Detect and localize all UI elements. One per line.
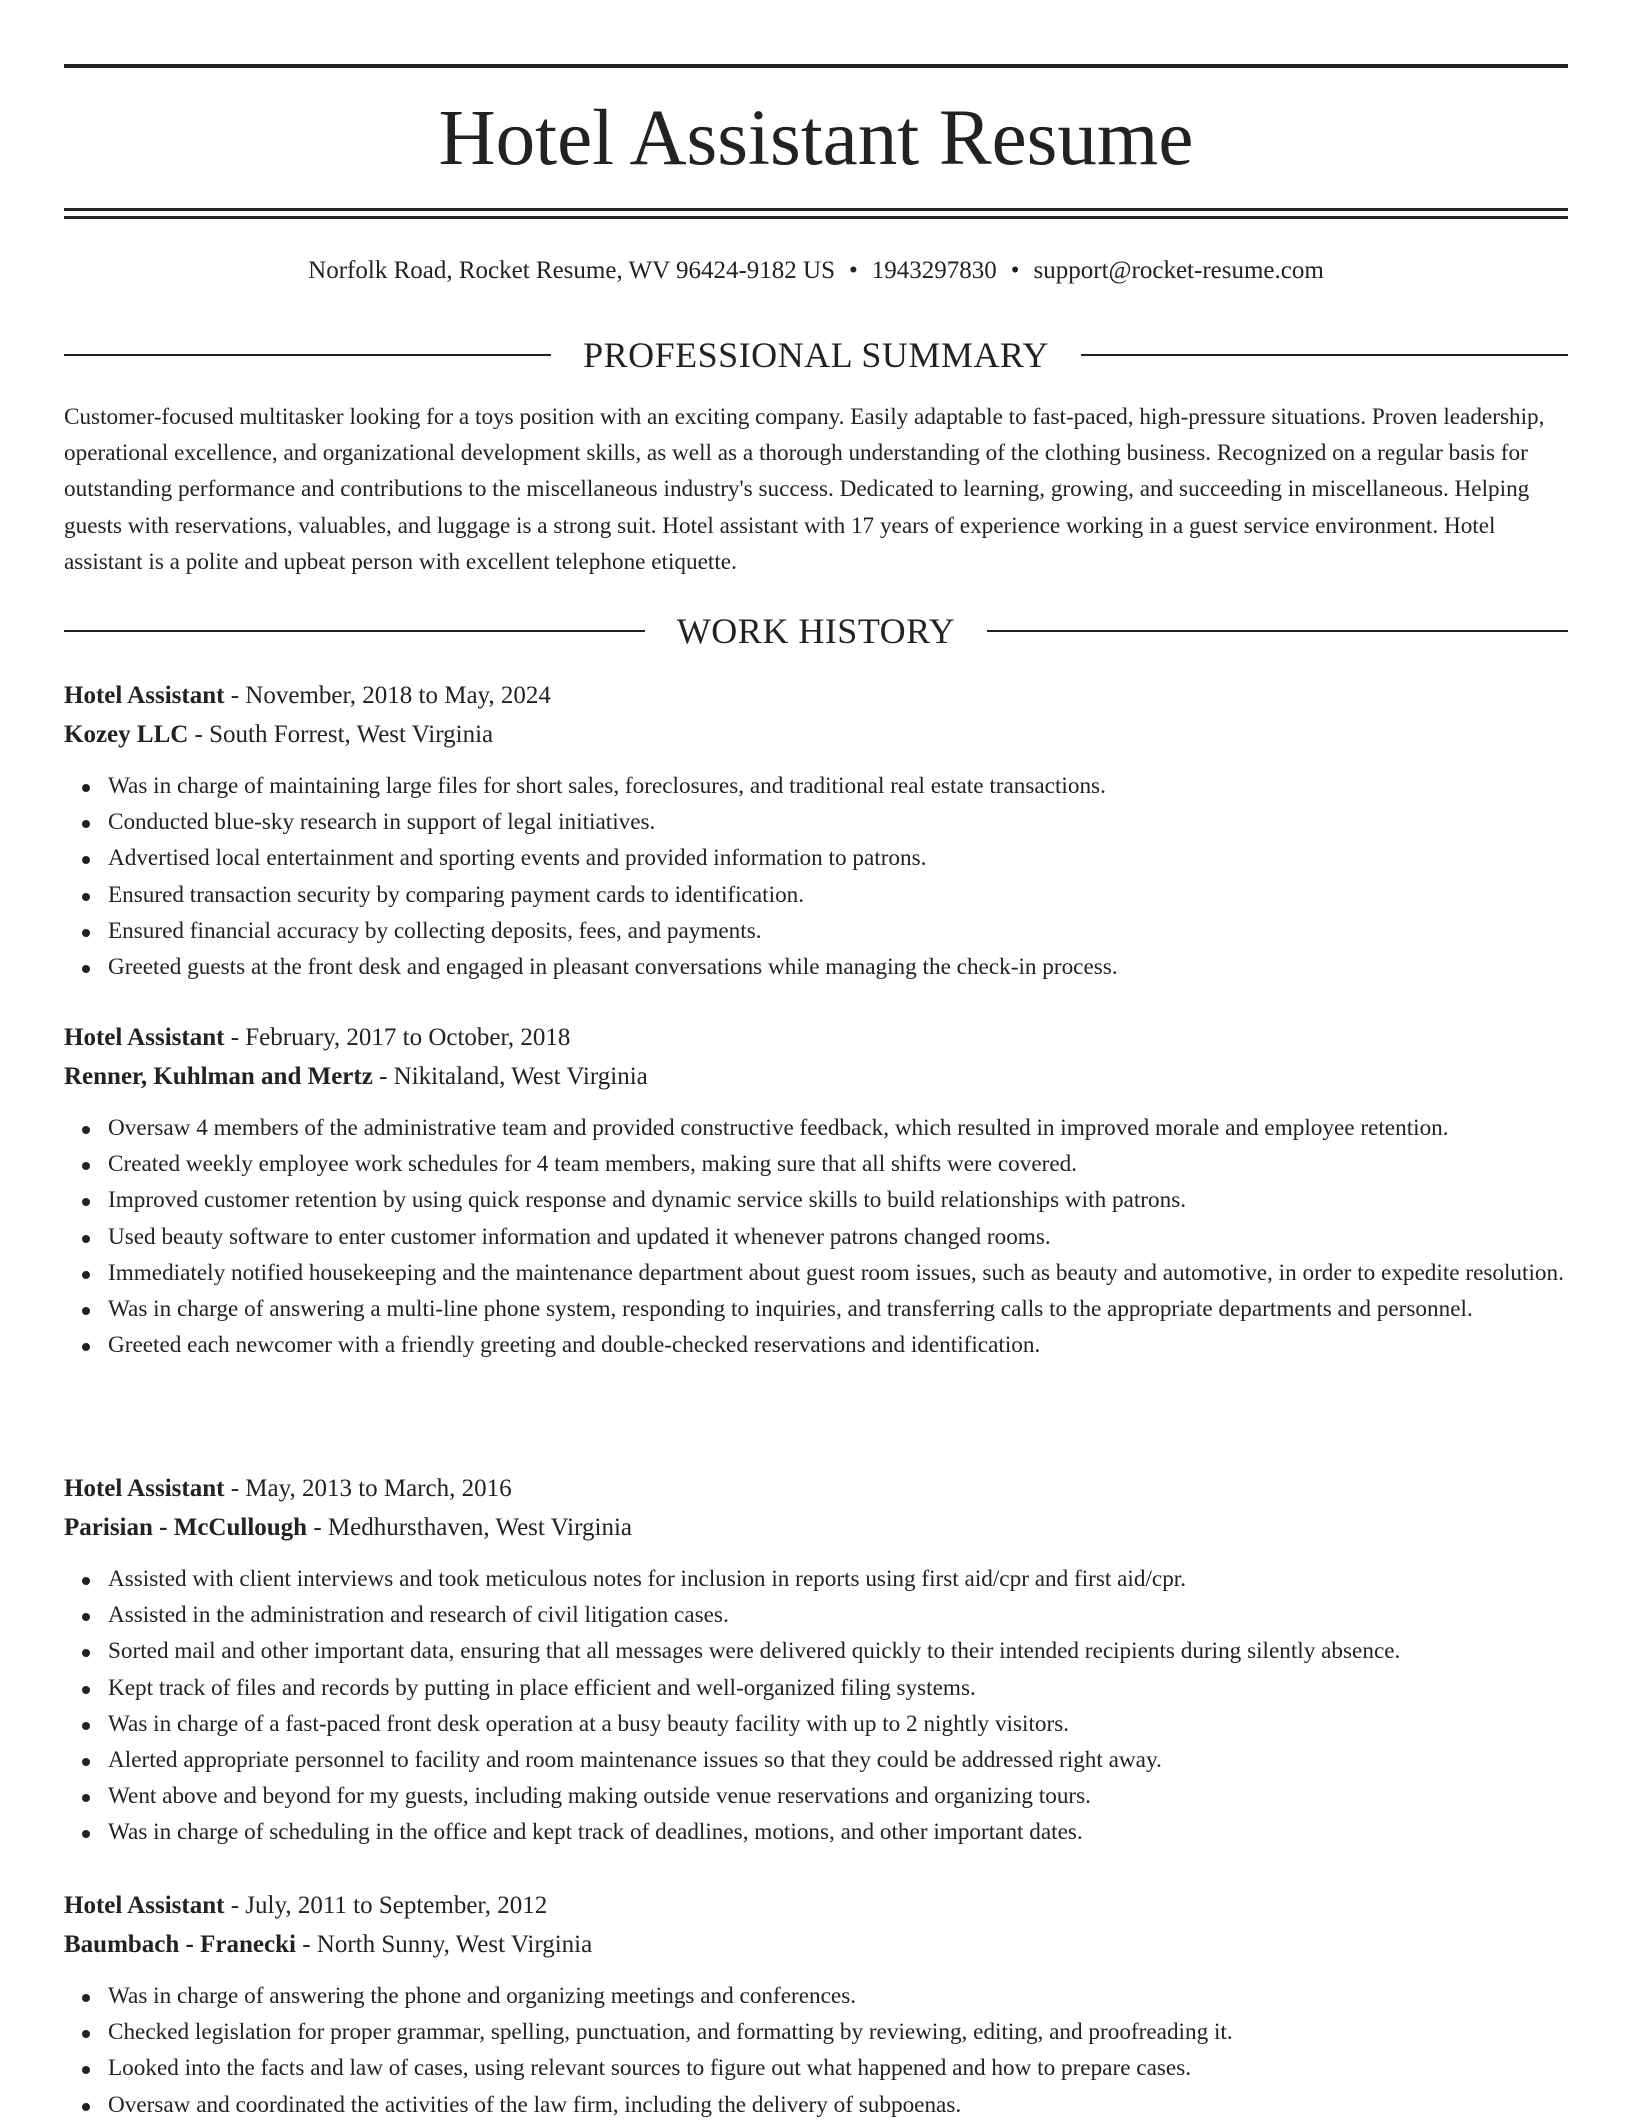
contact-email: support@rocket-resume.com <box>1033 257 1324 284</box>
job-bullet: Assisted with client interviews and took meticulous notes for inclusion in reports using first aid/cpr and first aid/cpr. <box>108 1561 1568 1597</box>
contact-phone: 1943297830 <box>871 257 997 284</box>
job-entry <box>64 1018 1568 1363</box>
job-entry <box>64 1886 1568 2123</box>
job-bullet: Conducted blue-sky research in support of legal initiatives. <box>108 804 1568 840</box>
job-bullet: Assisted in the administration and research of civil litigation cases. <box>108 1597 1568 1633</box>
contact-line <box>64 254 1568 288</box>
job-dates: - July, 2011 to September, 2012 <box>224 1892 548 1919</box>
job-dates: - May, 2013 to March, 2016 <box>224 1475 512 1502</box>
job-dates: - November, 2018 to May, 2024 <box>224 682 551 709</box>
job-bullets <box>64 1561 1568 1851</box>
job-bullet: Immediately notified housekeeping and the maintenance department about guest room issues, such as beauty and automotive, in order to expedite resolution. <box>108 1255 1568 1291</box>
job-title-line <box>64 1886 1568 1925</box>
job-title-line <box>64 676 1568 715</box>
job-bullet: Used beauty software to enter customer information and updated it whenever patrons changed rooms. <box>108 1219 1568 1255</box>
job-location: - North Sunny, West Virginia <box>295 1931 593 1958</box>
job-bullets <box>64 1110 1568 1363</box>
job-bullet: Alerted appropriate personnel to facility and room maintenance issues so that they could be addressed right away. <box>108 1742 1568 1778</box>
job-bullet: Sorted mail and other important data, ensuring that all messages were delivered quickly to their intended recipients during silently absence. <box>108 1633 1568 1669</box>
job-dates: - February, 2017 to October, 2018 <box>224 1024 571 1051</box>
title-rule-lower <box>64 216 1568 219</box>
job-bullet: Was in charge of a fast-paced front desk operation at a busy beauty facility with up to 2 nightly visitors. <box>108 1706 1568 1742</box>
work-history-heading <box>64 609 1568 653</box>
work-history-heading-label: WORK HISTORY <box>676 611 956 651</box>
job-bullet: Improved customer retention by using quick response and dynamic service skills to build relationships with patrons. <box>108 1182 1568 1218</box>
job-entry <box>64 1469 1568 1851</box>
job-bullet: Checked legislation for proper grammar, spelling, punctuation, and formatting by reviewing, editing, and proofreading it. <box>108 2014 1568 2050</box>
job-bullet: Oversaw and coordinated the activities of the law firm, including the delivery of subpoenas. <box>108 2087 1568 2123</box>
job-bullet: Greeted guests at the front desk and engaged in pleasant conversations while managing the check-in process. <box>108 949 1568 985</box>
job-company: Baumbach - Franecki <box>64 1931 296 1958</box>
job-location: - South Forrest, West Virginia <box>188 721 494 748</box>
job-bullet: Ensured transaction security by comparing payment cards to identification. <box>108 877 1568 913</box>
job-company: Renner, Kuhlman and Mertz <box>64 1063 373 1090</box>
job-bullet: Kept track of files and records by putting in place efficient and well-organized filing systems. <box>108 1670 1568 1706</box>
heading-rule-left <box>64 354 551 356</box>
job-company: Kozey LLC <box>64 721 189 748</box>
heading-rule-left <box>64 630 645 632</box>
job-company-line <box>64 715 1568 754</box>
title-rule-upper <box>64 208 1568 211</box>
job-bullet: Was in charge of maintaining large files for short sales, foreclosures, and traditional real estate transactions. <box>108 768 1568 804</box>
job-company: Parisian - McCullough <box>64 1514 308 1541</box>
job-bullet: Advertised local entertainment and sporting events and provided information to patrons. <box>108 840 1568 876</box>
job-title-line <box>64 1018 1568 1057</box>
job-location: - Nikitaland, West Virginia <box>372 1063 648 1090</box>
job-bullet: Was in charge of answering a multi-line phone system, responding to inquiries, and transferring calls to the appropriate departments and personnel. <box>108 1291 1568 1327</box>
job-title: Hotel Assistant <box>64 682 225 709</box>
job-bullet: Looked into the facts and law of cases, using relevant sources to figure out what happened and how to prepare cases. <box>108 2050 1568 2086</box>
heading-rule-right <box>1081 354 1568 356</box>
job-bullet: Was in charge of answering the phone and organizing meetings and conferences. <box>108 1978 1568 2014</box>
job-bullet: Oversaw 4 members of the administrative team and provided constructive feedback, which resulted in improved morale and employee retention. <box>108 1110 1568 1146</box>
job-bullet: Was in charge of scheduling in the office and kept track of deadlines, motions, and other important dates. <box>108 1814 1568 1850</box>
job-company-line <box>64 1057 1568 1096</box>
job-title: Hotel Assistant <box>64 1475 225 1502</box>
heading-rule-right <box>987 630 1568 632</box>
job-entry <box>64 676 1568 985</box>
contact-separator: • <box>1010 257 1020 284</box>
job-title: Hotel Assistant <box>64 1892 225 1919</box>
contact-separator: • <box>848 257 858 284</box>
job-bullet: Went above and beyond for my guests, including making outside venue reservations and organizing tours. <box>108 1778 1568 1814</box>
job-title-line <box>64 1469 1568 1508</box>
summary-text: Customer-focused multitasker looking for a toys position with an exciting company. Easily adaptable to fast-paced, high-pressure situations. Proven leadership, operational excellence, and organizational development skills, as well as a thorough understanding of the clothing business. Recognized on a regular basis for outstanding performance and contributions to the miscellaneous industry's success. Dedicated to learning, growing, and succeeding in miscellaneous. Helping guests with reservations, valuables, and luggage is a strong suit. Hotel assistant with 17 years of experience working in a guest service environment. Hotel assistant is a polite and upbeat person with excellent telephone etiquette. <box>64 404 1545 575</box>
job-company-line <box>64 1508 1568 1547</box>
job-bullet: Ensured financial accuracy by collecting deposits, fees, and payments. <box>108 913 1568 949</box>
resume-title: Hotel Assistant Resume <box>438 95 1194 182</box>
job-bullet: Created weekly employee work schedules for 4 team members, making sure that all shifts were covered. <box>108 1146 1568 1182</box>
job-company-line <box>64 1925 1568 1964</box>
summary-heading-label: PROFESSIONAL SUMMARY <box>583 335 1049 375</box>
job-location: - Medhursthaven, West Virginia <box>307 1514 632 1541</box>
job-bullets <box>64 1978 1568 2123</box>
job-title: Hotel Assistant <box>64 1024 225 1051</box>
summary-heading <box>64 333 1568 377</box>
top-rule <box>64 64 1568 68</box>
job-bullet: Greeted each newcomer with a friendly greeting and double-checked reservations and identification. <box>108 1327 1568 1363</box>
contact-address: Norfolk Road, Rocket Resume, WV 96424-9182 US <box>308 257 835 284</box>
job-bullets <box>64 768 1568 985</box>
